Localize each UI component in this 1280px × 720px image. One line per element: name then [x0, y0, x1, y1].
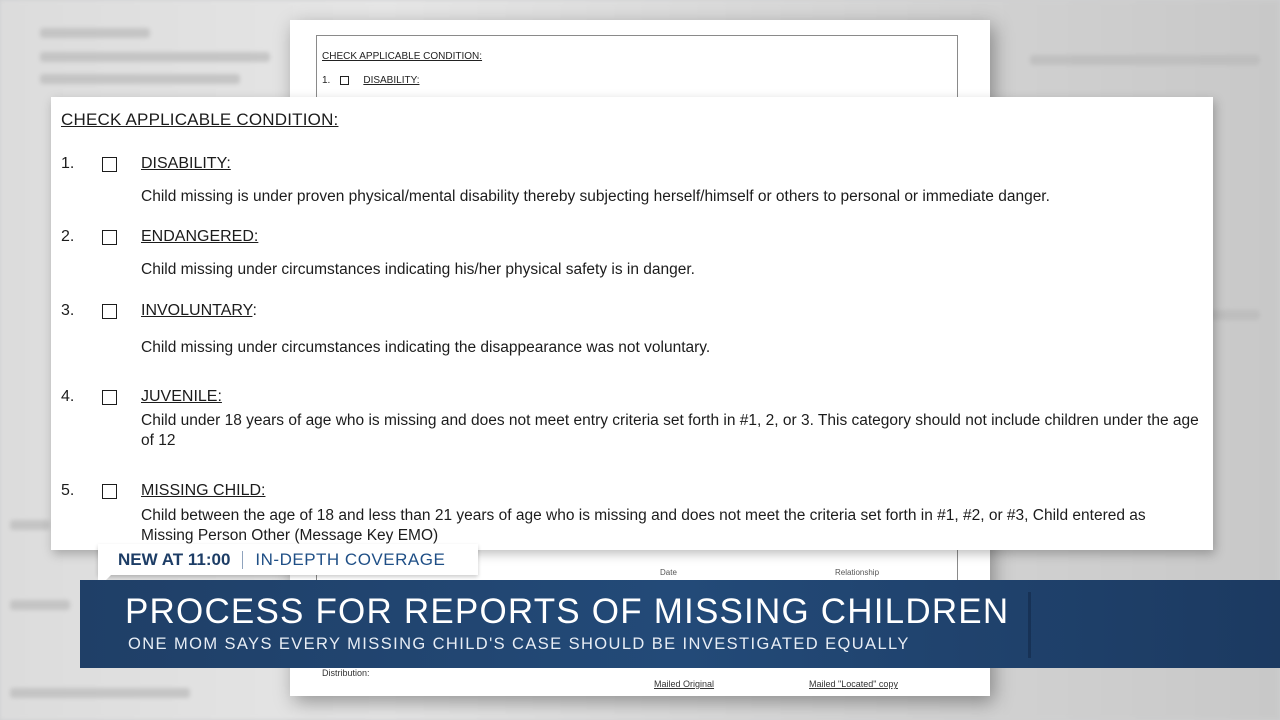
subheadline: ONE MOM SAYS EVERY MISSING CHILD'S CASE SHOULD BE INVESTIGATED EQUALLY	[128, 635, 910, 653]
segment-tag	[98, 544, 478, 575]
form-heading: CHECK APPLICABLE CONDITION:	[61, 110, 339, 129]
checkbox	[102, 304, 117, 319]
item-label: DISABILITY:	[141, 155, 231, 172]
segment-label: IN-DEPTH COVERAGE	[255, 549, 446, 569]
item-number: 1.	[61, 155, 75, 172]
banner-divider	[1028, 592, 1031, 658]
small-item-number: 1.	[322, 75, 331, 86]
item-number: 5.	[61, 482, 75, 499]
checkbox	[102, 157, 117, 172]
checkbox	[102, 484, 117, 499]
item-number: 4.	[61, 388, 75, 405]
item-number: 2.	[61, 228, 75, 245]
item-description: Child missing under circumstances indicating his/her physical safety is in danger.	[141, 261, 695, 278]
small-checkbox	[340, 76, 349, 85]
mailed-located-label: Mailed "Located" copy	[809, 679, 898, 689]
headline: PROCESS FOR REPORTS OF MISSING CHILDREN	[125, 592, 1010, 631]
item-description: Child under 18 years of age who is missing and does not meet entry criteria set forth in #1, 2, or 3. This category should not include children under the age of 12	[141, 412, 1199, 449]
date-column-label: Date	[660, 568, 677, 577]
small-form-heading: CHECK APPLICABLE CONDITION:	[322, 51, 483, 62]
item-label: MISSING CHILD:	[141, 482, 266, 499]
time-tag: NEW AT 11:00	[118, 549, 231, 569]
tag-divider	[242, 551, 243, 569]
checkbox	[102, 390, 117, 405]
item-description: Child missing under circumstances indicating the disappearance was not voluntary.	[141, 339, 711, 356]
zoomed-form-section	[51, 97, 1213, 550]
mailed-original-label: Mailed Original	[654, 679, 715, 689]
item-description: Child between the age of 18 and less than 21 years of age who is missing and does not meet the criteria set forth in #1, #2, or #3, Child entered as Missing Person Other (Message Key EMO)	[141, 507, 1146, 544]
item-label: JUVENILE:	[141, 388, 222, 405]
small-form-item	[322, 75, 419, 86]
item-description: Child missing is under proven physical/mental disability thereby subjecting herself/himself or others to personal or immediate danger.	[141, 188, 1050, 205]
relationship-column-label: Relationship	[835, 568, 880, 577]
checkbox	[102, 230, 117, 245]
small-item-label: DISABILITY:	[363, 75, 420, 86]
item-number: 3.	[61, 302, 75, 319]
item-label: ENDANGERED:	[141, 228, 259, 245]
item-label: INVOLUNTARY:	[141, 302, 257, 319]
headline-banner	[80, 580, 1280, 668]
distribution-label: Distribution:	[322, 668, 370, 678]
